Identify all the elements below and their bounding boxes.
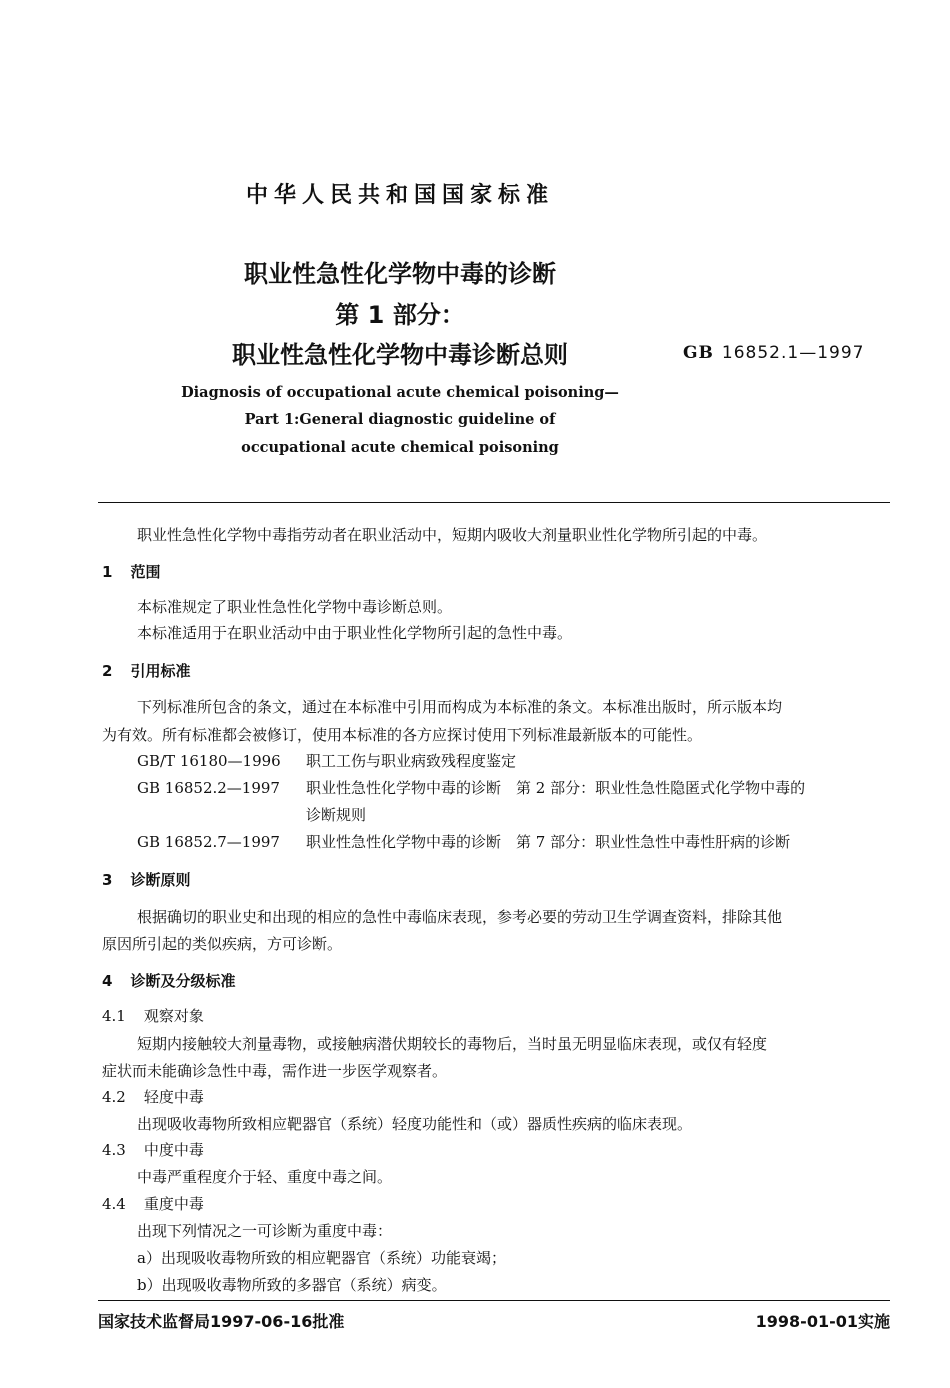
section-4-4-number: 4.4 <box>102 1195 126 1213</box>
intro-paragraph: 职业性急性化学物中毒指劳动者在职业活动中，短期内吸收大剂量职业性化学物所引起的中毒。 <box>137 526 768 544</box>
section-4-number: 4 <box>102 972 113 990</box>
section-1-heading <box>102 561 160 582</box>
section-2-paragraph-line2: 为有效。所有标准都会被修订，使用本标准的各方应探讨使用下列标准最新版本的可能性。 <box>102 726 703 744</box>
ref-1-title: 职工工伤与职业病致残程度鉴定 <box>306 752 517 770</box>
section-3-paragraph-line2: 原因所引起的类似疾病，方可诊断。 <box>102 935 343 953</box>
section-4-3-line1: 中毒严重程度介于轻、重度中毒之间。 <box>137 1168 393 1186</box>
effective-date-line: 1998-01-01实施 <box>755 1312 890 1331</box>
title-en-line1: Diagnosis of occupational acute chemical poisoning— <box>181 384 619 401</box>
section-2-title: 引用标准 <box>130 662 191 680</box>
section-1-paragraph-2: 本标准适用于在职业活动中由于职业性化学物所引起的急性中毒。 <box>137 624 573 642</box>
title-cn-line1: 职业性急性化学物中毒的诊断 <box>244 260 556 288</box>
title-cn-line2: 第 1 部分： <box>335 301 465 329</box>
gb-standard-code <box>683 343 864 363</box>
gb-prefix: GB <box>683 343 714 363</box>
section-4-3-title: 中度中毒 <box>143 1141 204 1159</box>
section-2-number: 2 <box>102 662 113 680</box>
section-4-3-heading <box>102 1140 204 1160</box>
section-2-heading <box>102 660 190 681</box>
footer-divider <box>98 1300 890 1301</box>
section-3-title: 诊断原则 <box>130 871 191 889</box>
section-1-number: 1 <box>102 563 113 581</box>
section-4-2-line1: 出现吸收毒物所致相应靶器官（系统）轻度功能性和（或）器质性疾病的临床表现。 <box>137 1115 693 1133</box>
ref-3-code: GB 16852.7—1997 <box>137 833 280 851</box>
ref-1-code: GB/T 16180—1996 <box>137 752 281 770</box>
title-en-line3: occupational acute chemical poisoning <box>241 439 559 456</box>
section-4-4-item-a: a）出现吸收毒物所致的相应靶器官（系统）功能衰竭； <box>137 1249 506 1267</box>
section-4-1-number: 4.1 <box>102 1007 126 1025</box>
section-4-1-title: 观察对象 <box>143 1007 204 1025</box>
section-4-1-line1: 短期内接触较大剂量毒物，或接触病潜伏期较长的毒物后，当时虽无明显临床表现，或仅有轻度 <box>137 1035 768 1053</box>
ref-2-title-continued: 诊断规则 <box>306 806 367 824</box>
section-4-2-title: 轻度中毒 <box>143 1088 204 1106</box>
section-4-1-line2: 症状而未能确诊急性中毒，需作进一步医学观察者。 <box>102 1062 448 1080</box>
section-4-3-number: 4.3 <box>102 1141 126 1159</box>
approval-line: 国家技术监督局1997-06-16批准 <box>98 1312 345 1331</box>
section-4-heading <box>102 970 235 991</box>
gb-number: 16852.1—1997 <box>721 343 865 363</box>
section-1-title: 范围 <box>130 563 161 581</box>
standard-name: 中华人民共和国国家标准 <box>245 183 554 208</box>
section-4-4-item-b: b）出现吸收毒物所致的多器官（系统）病变。 <box>137 1276 447 1294</box>
section-4-4-title: 重度中毒 <box>143 1195 204 1213</box>
section-2-paragraph-line1: 下列标准所包含的条文，通过在本标准中引用而构成为本标准的条文。本标准出版时，所示版本均 <box>137 698 783 716</box>
title-en-line2: Part 1:General diagnostic guideline of <box>244 411 556 428</box>
header-divider <box>98 502 890 503</box>
section-4-title: 诊断及分级标准 <box>130 972 236 990</box>
ref-2-code: GB 16852.2—1997 <box>137 779 280 797</box>
section-3-paragraph-line1: 根据确切的职业史和出现的相应的急性中毒临床表现，参考必要的劳动卫生学调查资料，排除其他 <box>137 908 783 926</box>
section-4-2-number: 4.2 <box>102 1088 126 1106</box>
section-4-4-heading <box>102 1194 204 1214</box>
title-cn-line3: 职业性急性化学物中毒诊断总则 <box>232 341 568 369</box>
section-4-4-line1: 出现下列情况之一可诊断为重度中毒： <box>137 1222 393 1240</box>
section-3-number: 3 <box>102 871 113 889</box>
section-1-paragraph-1: 本标准规定了职业性急性化学物中毒诊断总则。 <box>137 598 453 616</box>
section-3-heading <box>102 869 190 890</box>
ref-2-title: 职业性急性化学物中毒的诊断 第 2 部分：职业性急性隐匿式化学物中毒的 <box>306 779 806 797</box>
section-4-1-heading <box>102 1006 204 1026</box>
section-4-2-heading <box>102 1087 204 1107</box>
ref-3-title: 职业性急性化学物中毒的诊断 第 7 部分：职业性急性中毒性肝病的诊断 <box>306 833 791 851</box>
